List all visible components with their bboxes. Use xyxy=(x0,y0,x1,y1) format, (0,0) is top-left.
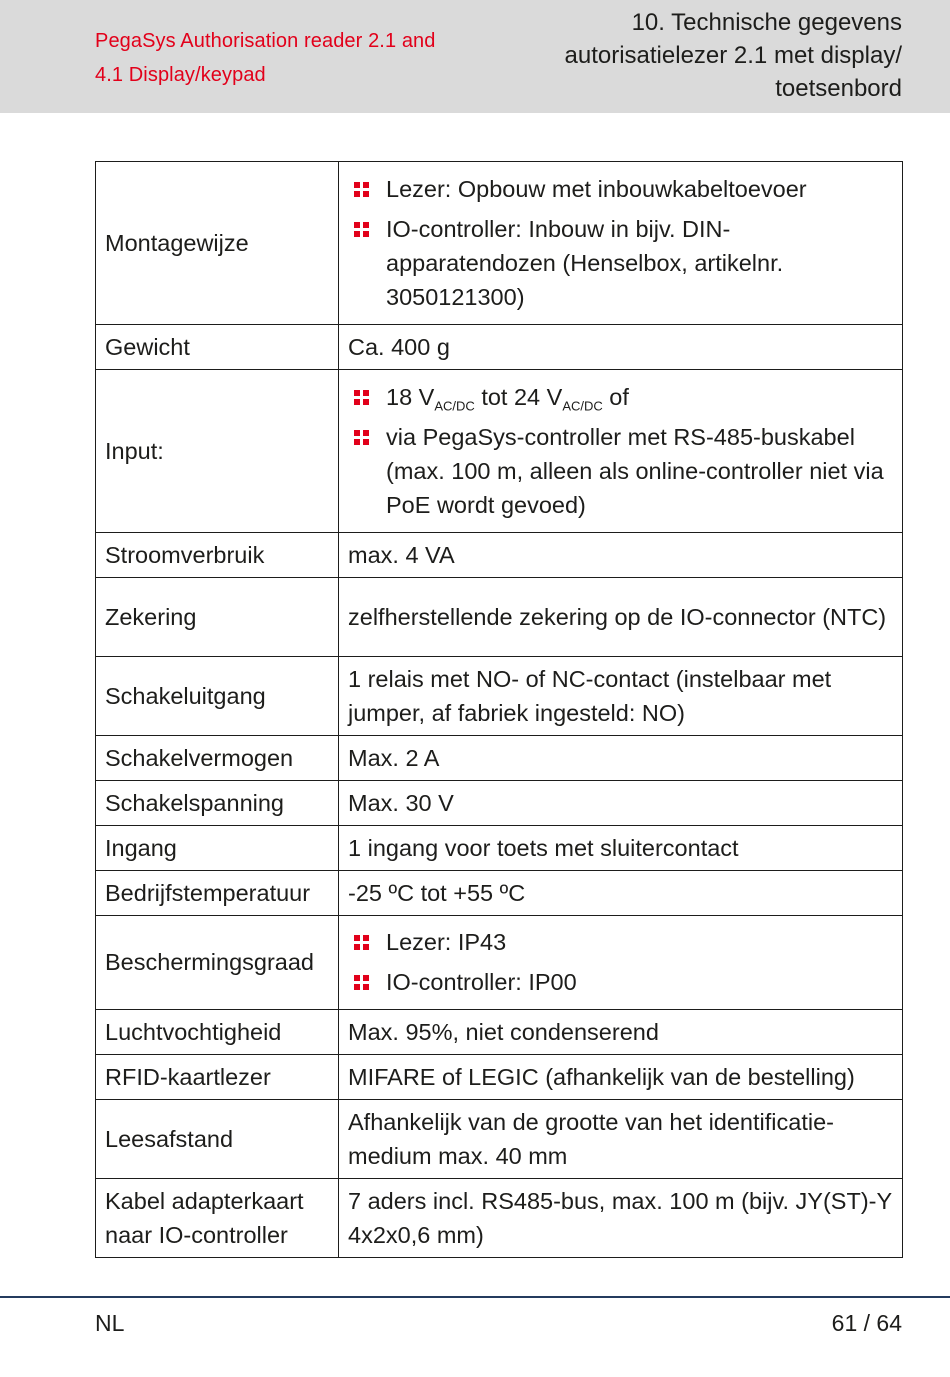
list-item: IO-controller: IP00 xyxy=(348,965,894,999)
table-row xyxy=(96,325,903,370)
row-value: Max. 2 A xyxy=(339,736,903,781)
table-row xyxy=(96,1055,903,1100)
brand-line-1: PegaSys Authorisation reader 2.1 and xyxy=(95,30,436,52)
row-label: RFID-kaartlezer xyxy=(96,1055,339,1100)
list-item: Lezer: IP43 xyxy=(348,925,894,959)
row-value xyxy=(339,162,903,325)
list-item: via PegaSys-controller met RS-485-buskabel (max. 100 m, alleen als online-controller niet via PoE wordt gevoed) xyxy=(348,420,894,522)
row-value: Max. 30 V xyxy=(339,781,903,826)
row-label: Schakelspanning xyxy=(96,781,339,826)
list-item: IO-controller: Inbouw in bijv. DIN-apparatendozen (Henselbox, artikelnr. 3050121300) xyxy=(348,212,894,314)
row-label: Stroomverbruik xyxy=(96,533,339,578)
row-label: Montagewijze xyxy=(96,162,339,325)
brand-line-2: 4.1 Display/keypad xyxy=(95,64,266,86)
row-label: Kabel adapterkaart naar IO-controller xyxy=(96,1179,339,1258)
row-label: Schakelvermogen xyxy=(96,736,339,781)
row-value xyxy=(339,370,903,533)
row-value: -25 ºC tot +55 ºC xyxy=(339,871,903,916)
page-number: 61 / 64 xyxy=(831,1310,902,1336)
table-row xyxy=(96,162,903,325)
row-value: zelfherstellende zekering op de IO-connector (NTC) xyxy=(339,578,903,657)
row-label: Input: xyxy=(96,370,339,533)
table-row xyxy=(96,871,903,916)
red-four-squares-icon xyxy=(354,975,369,990)
row-label: Ingang xyxy=(96,826,339,871)
chapter-line-2: autorisatielezer 2.1 met display/ xyxy=(564,42,902,69)
row-value xyxy=(339,916,903,1010)
row-value: Ca. 400 g xyxy=(339,325,903,370)
row-label: Gewicht xyxy=(96,325,339,370)
row-label: Schakeluitgang xyxy=(96,657,339,736)
row-value: 7 aders incl. RS485-bus, max. 100 m (bijv. JY(ST)-Y 4x2x0,6 mm) xyxy=(339,1179,903,1258)
row-value: 1 relais met NO- of NC-contact (instelbaar met jumper, af fabriek ingesteld: NO) xyxy=(339,657,903,736)
row-value: max. 4 VA xyxy=(339,533,903,578)
table-row xyxy=(96,657,903,736)
list-item: Lezer: Opbouw met inbouwkabeltoevoer xyxy=(348,172,894,206)
table-row xyxy=(96,1010,903,1055)
brand-title xyxy=(95,24,495,92)
chapter-line-1: 10. Technische gegevens xyxy=(631,9,902,36)
red-four-squares-icon xyxy=(354,935,369,950)
chapter-line-3: toetsenbord xyxy=(775,75,902,102)
row-label: Luchtvochtigheid xyxy=(96,1010,339,1055)
table-row xyxy=(96,826,903,871)
row-label: Leesafstand xyxy=(96,1100,339,1179)
table-row xyxy=(96,916,903,1010)
table-row xyxy=(96,533,903,578)
table-row xyxy=(96,578,903,657)
table-row xyxy=(96,1179,903,1258)
row-value: MIFARE of LEGIC (afhankelijk van de bestelling) xyxy=(339,1055,903,1100)
footer-language: NL xyxy=(95,1310,125,1336)
table-row xyxy=(96,1100,903,1179)
row-label: Zekering xyxy=(96,578,339,657)
row-value: Afhankelijk van de grootte van het identificatie-medium max. 40 mm xyxy=(339,1100,903,1179)
red-four-squares-icon xyxy=(354,182,369,197)
page-header xyxy=(0,0,950,113)
red-four-squares-icon xyxy=(354,222,369,237)
list-item: 18 $V_{AC/DC}$ tot 24 $V_{AC/DC}$ of xyxy=(348,380,894,414)
footer-rule xyxy=(0,1296,950,1298)
row-value: 1 ingang voor toets met sluitercontact xyxy=(339,826,903,871)
row-label: Beschermingsgraad xyxy=(96,916,339,1010)
table-row xyxy=(96,370,903,533)
red-four-squares-icon xyxy=(354,430,369,445)
chapter-title xyxy=(462,6,902,105)
table-row xyxy=(96,736,903,781)
row-value: Max. 95%, niet condenserend xyxy=(339,1010,903,1055)
technical-data-table xyxy=(95,161,903,1258)
row-label: Bedrijfstemperatuur xyxy=(96,871,339,916)
table-row xyxy=(96,781,903,826)
red-four-squares-icon xyxy=(354,390,369,405)
